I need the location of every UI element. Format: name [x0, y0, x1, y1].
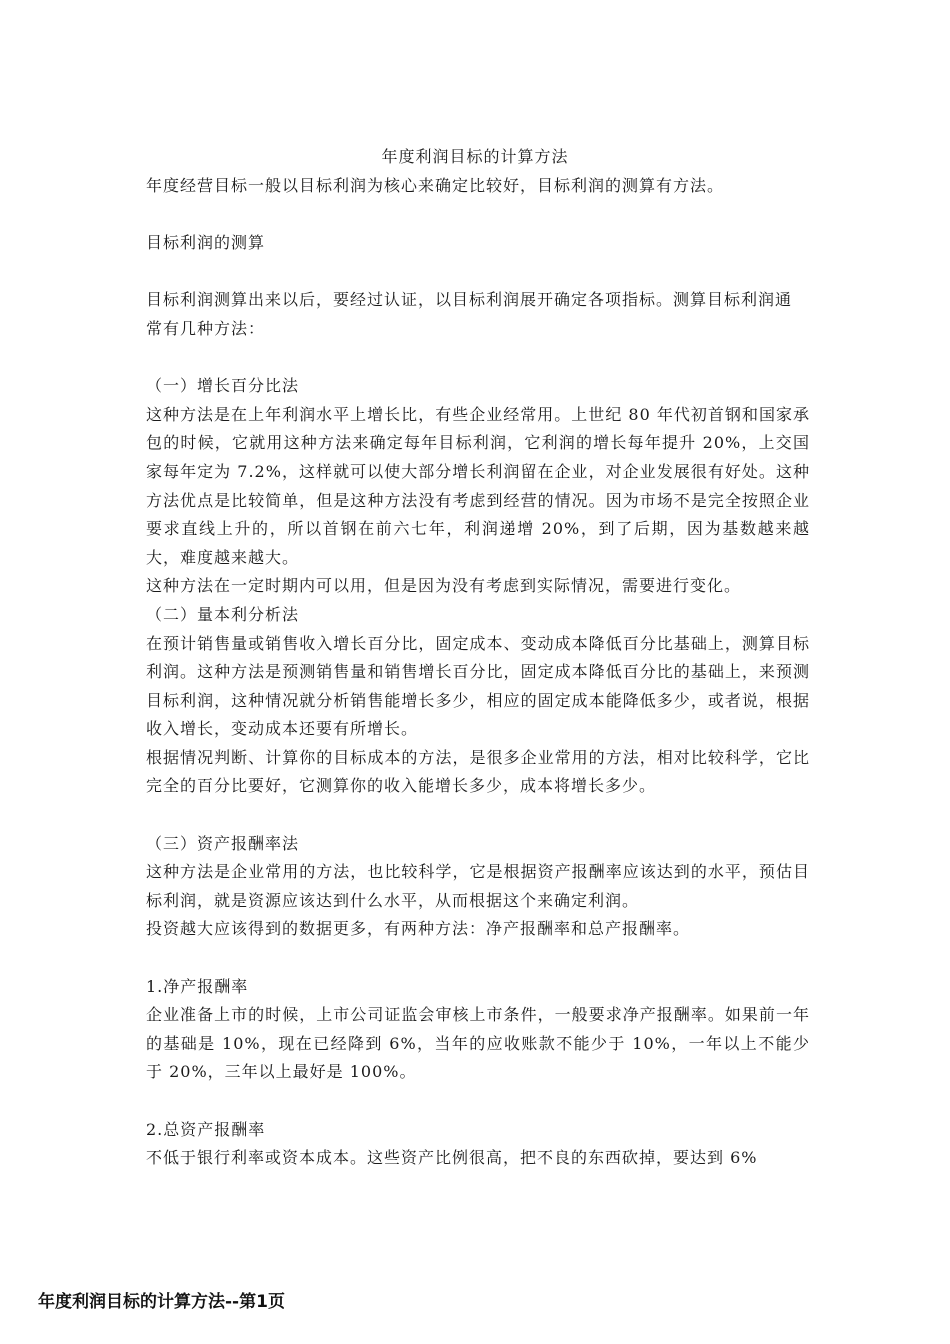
heading-net-return: 1.净产报酬率 [146, 976, 249, 996]
paragraph-method-1-body: 这种方法是在上年利润水平上增长比，有些企业经常用。上世纪 80 年代初首钢和国家承包的时候，它就用这种方法来确定每年目标利润，它利润的增长每年提升 20%，上交国家每年定为 7.2%，这样就可以使大部分增长利润留在企业，对企业发展很有好处。这种方法优点是比较简单，但是这种方法没有考虑到经营的情况。因为市场不是完全按照企业要求直线上升的，所以首钢在前六七年，利润递增 20%，到了后期，因为基数越来越大，难度越来越大。 [146, 404, 810, 567]
heading-method-2: （二）量本利分析法 [146, 604, 300, 624]
blank-line [146, 258, 810, 287]
heading-method-3: （三）资产报酬率法 [146, 833, 300, 853]
paragraph-methods-line2: 常有几种方法： [146, 318, 266, 338]
heading-method-1: （一）增长百分比法 [146, 376, 300, 396]
blank-line [146, 1087, 810, 1116]
paragraph-method-3-body: 这种方法是企业常用的方法，也比较科学，它是根据资产报酬率应该达到的水平，预估目标利润，就是资源应该达到什么水平，从而根据这个来确定利润。 [146, 862, 810, 910]
paragraph-method-2-body: 在预计销售量或销售收入增长百分比，固定成本、变动成本降低百分比基础上，测算目标利润。这种方法是预测销售量和销售增长百分比，固定成本降低百分比的基础上，来预测目标利润，这种情况就分析销售能增长多少，相应的固定成本能降低多少，或者说，根据收入增长，变动成本还要有所增长。 [146, 633, 810, 739]
document-body [146, 172, 810, 1173]
blank-line [146, 344, 810, 373]
paragraph-method-2-note: 根据情况判断、计算你的目标成本的方法，是很多企业常用的方法，相对比较科学，它比完全的百分比要好，它测算你的收入能增长多少，成本将增长多少。 [146, 747, 810, 796]
page-footer-label: 年度利润目标的计算方法--第1页 [38, 1292, 285, 1312]
blank-line [146, 944, 810, 973]
document-title: 年度利润目标的计算方法 [381, 147, 569, 166]
heading-total-return: 2.总资产报酬率 [146, 1119, 266, 1139]
blank-line [146, 801, 810, 830]
blank-line [146, 201, 810, 230]
paragraph-total-return-body: 不低于银行利率或资本成本。这些资产比例很高，把不良的东西砍掉，要达到 6% [146, 1148, 758, 1168]
paragraph-methods-line1: 目标利润测算出来以后，要经过认证，以目标利润展开确定各项指标。测算目标利润通 [146, 290, 793, 310]
paragraph-intro: 年度经营目标一般以目标利润为核心来确定比较好，目标利润的测算有方法。 [146, 176, 725, 195]
paragraph-method-1-note: 这种方法在一定时期内可以用，但是因为没有考虑到实际情况，需要进行变化。 [146, 576, 742, 596]
paragraph-net-return-body: 企业准备上市的时候，上市公司证监会审核上市条件，一般要求净产报酬率。如果前一年的基础是 10%，现在已经降到 6%，当年的应收账款不能少于 10%，一年以上不能少于 20%，三年以上最好是 100%。 [146, 1005, 810, 1082]
paragraph-method-3-note: 投资越大应该得到的数据更多，有两种方法：净产报酬率和总产报酬率。 [146, 919, 691, 939]
heading-target-profit: 目标利润的测算 [146, 233, 266, 253]
